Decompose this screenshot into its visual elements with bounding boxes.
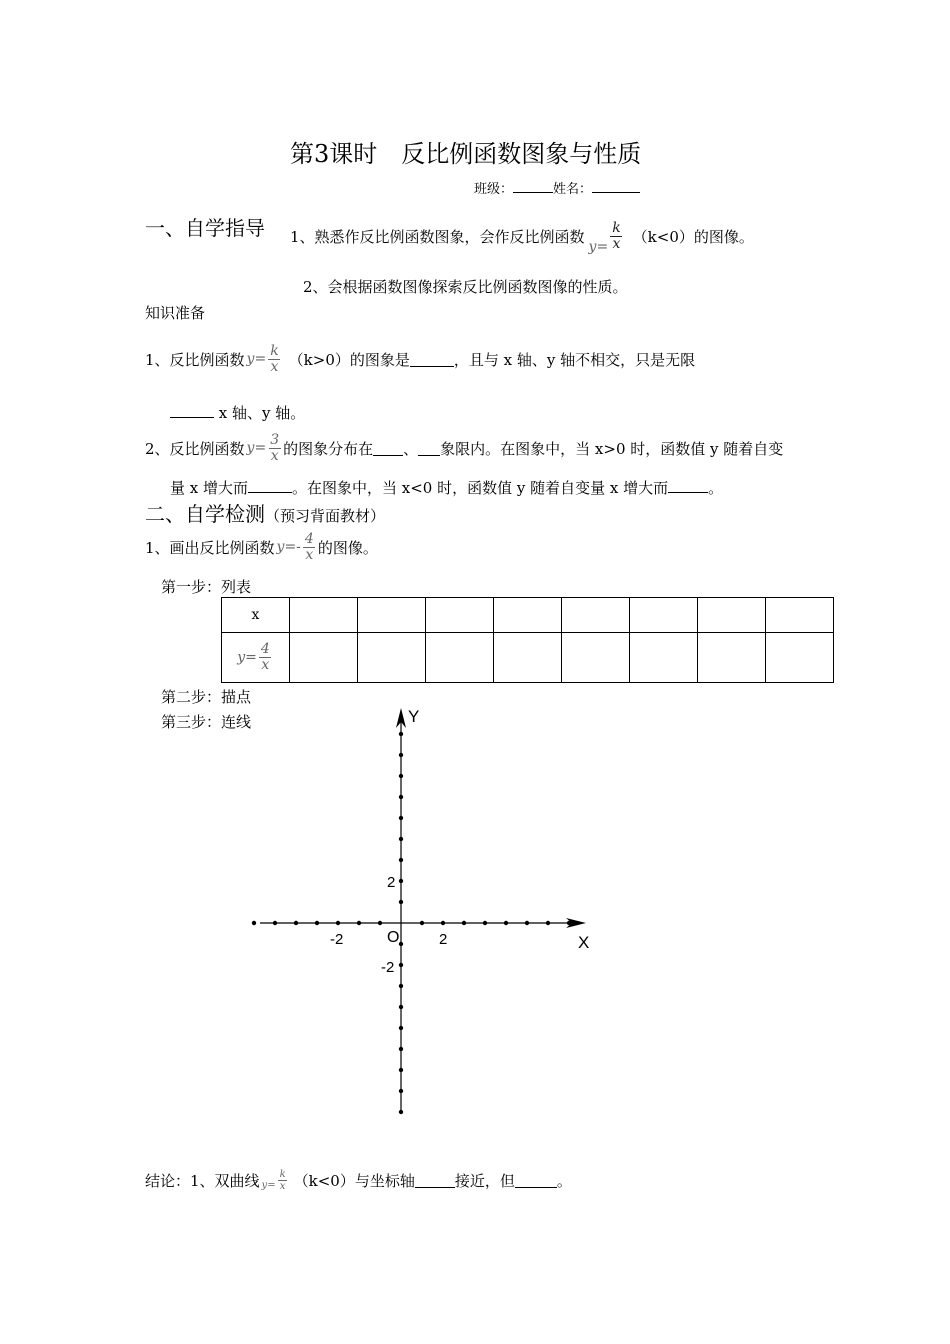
- x-tick-dot: [504, 921, 508, 925]
- q1-mid: （k>0）的图象是: [288, 350, 410, 369]
- x-tick-dot: [420, 921, 424, 925]
- formula-num: k: [612, 219, 621, 236]
- q2-pre: 2、反比例函数: [145, 439, 245, 458]
- table-cell[interactable]: [494, 633, 562, 683]
- q2-post: 象限内。在图象中，当 x>0 时，函数值 y 随着自变: [440, 439, 784, 458]
- y-tick-dot: [399, 816, 403, 820]
- y-tick-dot: [399, 837, 403, 841]
- origin-label: O: [387, 929, 400, 946]
- section2-heading-note: （预习背面教材）: [265, 507, 386, 525]
- formula-num: 4: [304, 530, 314, 547]
- x-tick-dot: [315, 921, 319, 925]
- x-tick-dot: [525, 921, 529, 925]
- formula-num: 3: [270, 431, 280, 448]
- x-tick-dot: [546, 921, 550, 925]
- goal1-pre: 1、熟悉作反比例函数图象，会作反比例函数: [290, 227, 585, 246]
- table-cell[interactable]: [630, 633, 698, 683]
- x-tick-label-pos: 2: [439, 931, 448, 948]
- class-blank[interactable]: [513, 178, 553, 193]
- x-axis-label: X: [578, 933, 590, 952]
- x-tick-dot: [378, 921, 382, 925]
- q1-line2: x 轴、y 轴。: [214, 404, 306, 422]
- class-name-line: [474, 178, 640, 197]
- formula-num: k: [279, 1168, 286, 1180]
- q2-blank3[interactable]: [248, 478, 292, 493]
- table-cell[interactable]: [698, 633, 766, 683]
- formula-yeq: y=: [246, 351, 267, 367]
- y-tick-dot: [399, 1110, 403, 1114]
- table-cell[interactable]: [766, 633, 834, 683]
- y-tick-dot: [399, 753, 403, 757]
- table-cell[interactable]: [630, 598, 698, 633]
- conclusion-blank2[interactable]: [515, 1173, 557, 1188]
- formula-4-over-x: [303, 532, 316, 563]
- table-cell[interactable]: [698, 598, 766, 633]
- name-label: 姓名：: [553, 182, 593, 197]
- x-tick-dot: [336, 921, 340, 925]
- class-label: 班级：: [474, 182, 514, 197]
- formula-den: x: [612, 235, 621, 252]
- conclusion-mid2: 接近，但: [454, 1171, 515, 1190]
- formula-num: k: [270, 342, 279, 359]
- table-header-y: [222, 633, 290, 683]
- table-cell[interactable]: [290, 633, 358, 683]
- q2-blank1[interactable]: [373, 441, 403, 456]
- q2-line2-pre: 量 x 增大而: [170, 479, 248, 497]
- q1-blank2[interactable]: [170, 403, 214, 418]
- section1-heading: 一、自学指导: [145, 216, 265, 240]
- y-tick-dot: [399, 1068, 403, 1072]
- task-pre: 1、画出反比例函数: [145, 538, 275, 557]
- formula-den: x: [305, 546, 314, 563]
- section2-heading: 二、自学检测: [145, 502, 265, 526]
- y-tick-dot: [399, 963, 403, 967]
- table-cell[interactable]: [426, 633, 494, 683]
- goal1-post: （k<0）的图像。: [632, 227, 754, 246]
- x-tick-dot: [294, 921, 298, 925]
- page-title: 第3课时 反比例函数图象与性质: [290, 140, 642, 168]
- x-tick-dot: [273, 921, 277, 925]
- knowledge-q1-line2: [170, 402, 305, 423]
- section2-task: [145, 524, 378, 570]
- goal1: [290, 212, 754, 260]
- y-tick-dot: [399, 1005, 403, 1009]
- formula-4-over-x: [259, 642, 272, 673]
- formula-yeq: y=: [588, 239, 609, 255]
- table-header-x: x: [222, 598, 290, 633]
- goal2: 2、会根据函数图像探索反比例函数图像的性质。: [303, 278, 628, 296]
- coordinate-axes[interactable]: [240, 700, 620, 1120]
- y-axis-label: Y: [408, 707, 420, 726]
- value-table: [221, 597, 834, 683]
- y-tick-dot: [399, 1047, 403, 1051]
- conclusion-end: 。: [556, 1171, 572, 1190]
- y-tick-dot: [399, 1026, 403, 1030]
- y-tick-dot: [399, 879, 403, 883]
- section2-heading-line: [145, 498, 385, 527]
- conclusion-mid: （k<0）与坐标轴: [293, 1171, 415, 1190]
- formula-den: x: [270, 447, 279, 464]
- formula-yeq: y=: [246, 440, 267, 456]
- q1-post: ，且与 x 轴、y 轴不相交，只是无限: [453, 350, 696, 369]
- x-tick-label-neg: -2: [330, 931, 344, 948]
- formula-yeq-neg: y=-: [276, 539, 301, 555]
- table-row-x: [222, 598, 834, 633]
- q2-line2-end: 。: [708, 479, 724, 497]
- y-tick-dot: [399, 984, 403, 988]
- x-tick-dot: [441, 921, 445, 925]
- step1: 第一步：列表: [161, 578, 252, 596]
- q2-blank2[interactable]: [418, 441, 440, 456]
- formula-3-over-x: [268, 433, 281, 464]
- formula-den: x: [270, 358, 279, 375]
- table-cell[interactable]: [766, 598, 834, 633]
- q2-line2-mid: 。在图象中，当 x<0 时，函数值 y 随着自变量 x 增大而: [292, 479, 669, 497]
- x-tick-dot: [252, 921, 256, 925]
- table-row-y: [222, 633, 834, 683]
- formula-k-over-x: [278, 1169, 288, 1192]
- conclusion: [145, 1160, 572, 1200]
- y-tick-dot: [399, 774, 403, 778]
- y-tick-dot: [399, 900, 403, 904]
- table-cell[interactable]: [562, 598, 630, 633]
- table-cell[interactable]: [290, 598, 358, 633]
- table-cell[interactable]: [494, 598, 562, 633]
- y-tick-dot: [399, 858, 403, 862]
- formula-den: x: [261, 657, 270, 673]
- y-tick-dot: [399, 795, 403, 799]
- table-cell[interactable]: [426, 598, 494, 633]
- knowledge-heading: 知识准备: [145, 304, 206, 322]
- x-tick-dot: [567, 921, 571, 925]
- q1-pre: 1、反比例函数: [145, 350, 245, 369]
- q2-mid: 的图象分布在: [283, 439, 374, 458]
- formula-k-over-x: [610, 221, 622, 252]
- formula-k-over-x: [268, 344, 280, 375]
- x-tick-dot: [483, 921, 487, 925]
- x-tick-dot: [462, 921, 466, 925]
- knowledge-q2: [145, 426, 783, 470]
- name-blank[interactable]: [592, 178, 640, 193]
- y-tick-label-pos: 2: [387, 874, 396, 891]
- knowledge-q1: [145, 334, 695, 384]
- conclusion-blank1[interactable]: [415, 1173, 455, 1188]
- step2: 第二步：描点: [161, 688, 252, 706]
- table-cell[interactable]: [562, 633, 630, 683]
- step3: 第三步：连线: [161, 713, 252, 731]
- formula-den: x: [279, 1180, 286, 1192]
- y-tick-dot: [399, 942, 403, 946]
- q1-blank1[interactable]: [410, 352, 454, 367]
- q2-sep: 、: [403, 439, 419, 458]
- formula-num: 4: [260, 641, 270, 657]
- y-tick-dot: [399, 1089, 403, 1093]
- x-tick-dot: [357, 921, 361, 925]
- table-cell[interactable]: [358, 598, 426, 633]
- formula-yeq: y=: [261, 1179, 276, 1191]
- y-tick-label-neg: -2: [381, 959, 395, 976]
- q2-blank4[interactable]: [668, 478, 708, 493]
- conclusion-pre: 结论：1、双曲线: [145, 1171, 260, 1190]
- table-cell[interactable]: [358, 633, 426, 683]
- task-post: 的图像。: [317, 538, 378, 557]
- knowledge-q2-line2: [170, 477, 723, 498]
- formula-yeq: y=: [237, 649, 257, 666]
- y-tick-dot: [399, 732, 403, 736]
